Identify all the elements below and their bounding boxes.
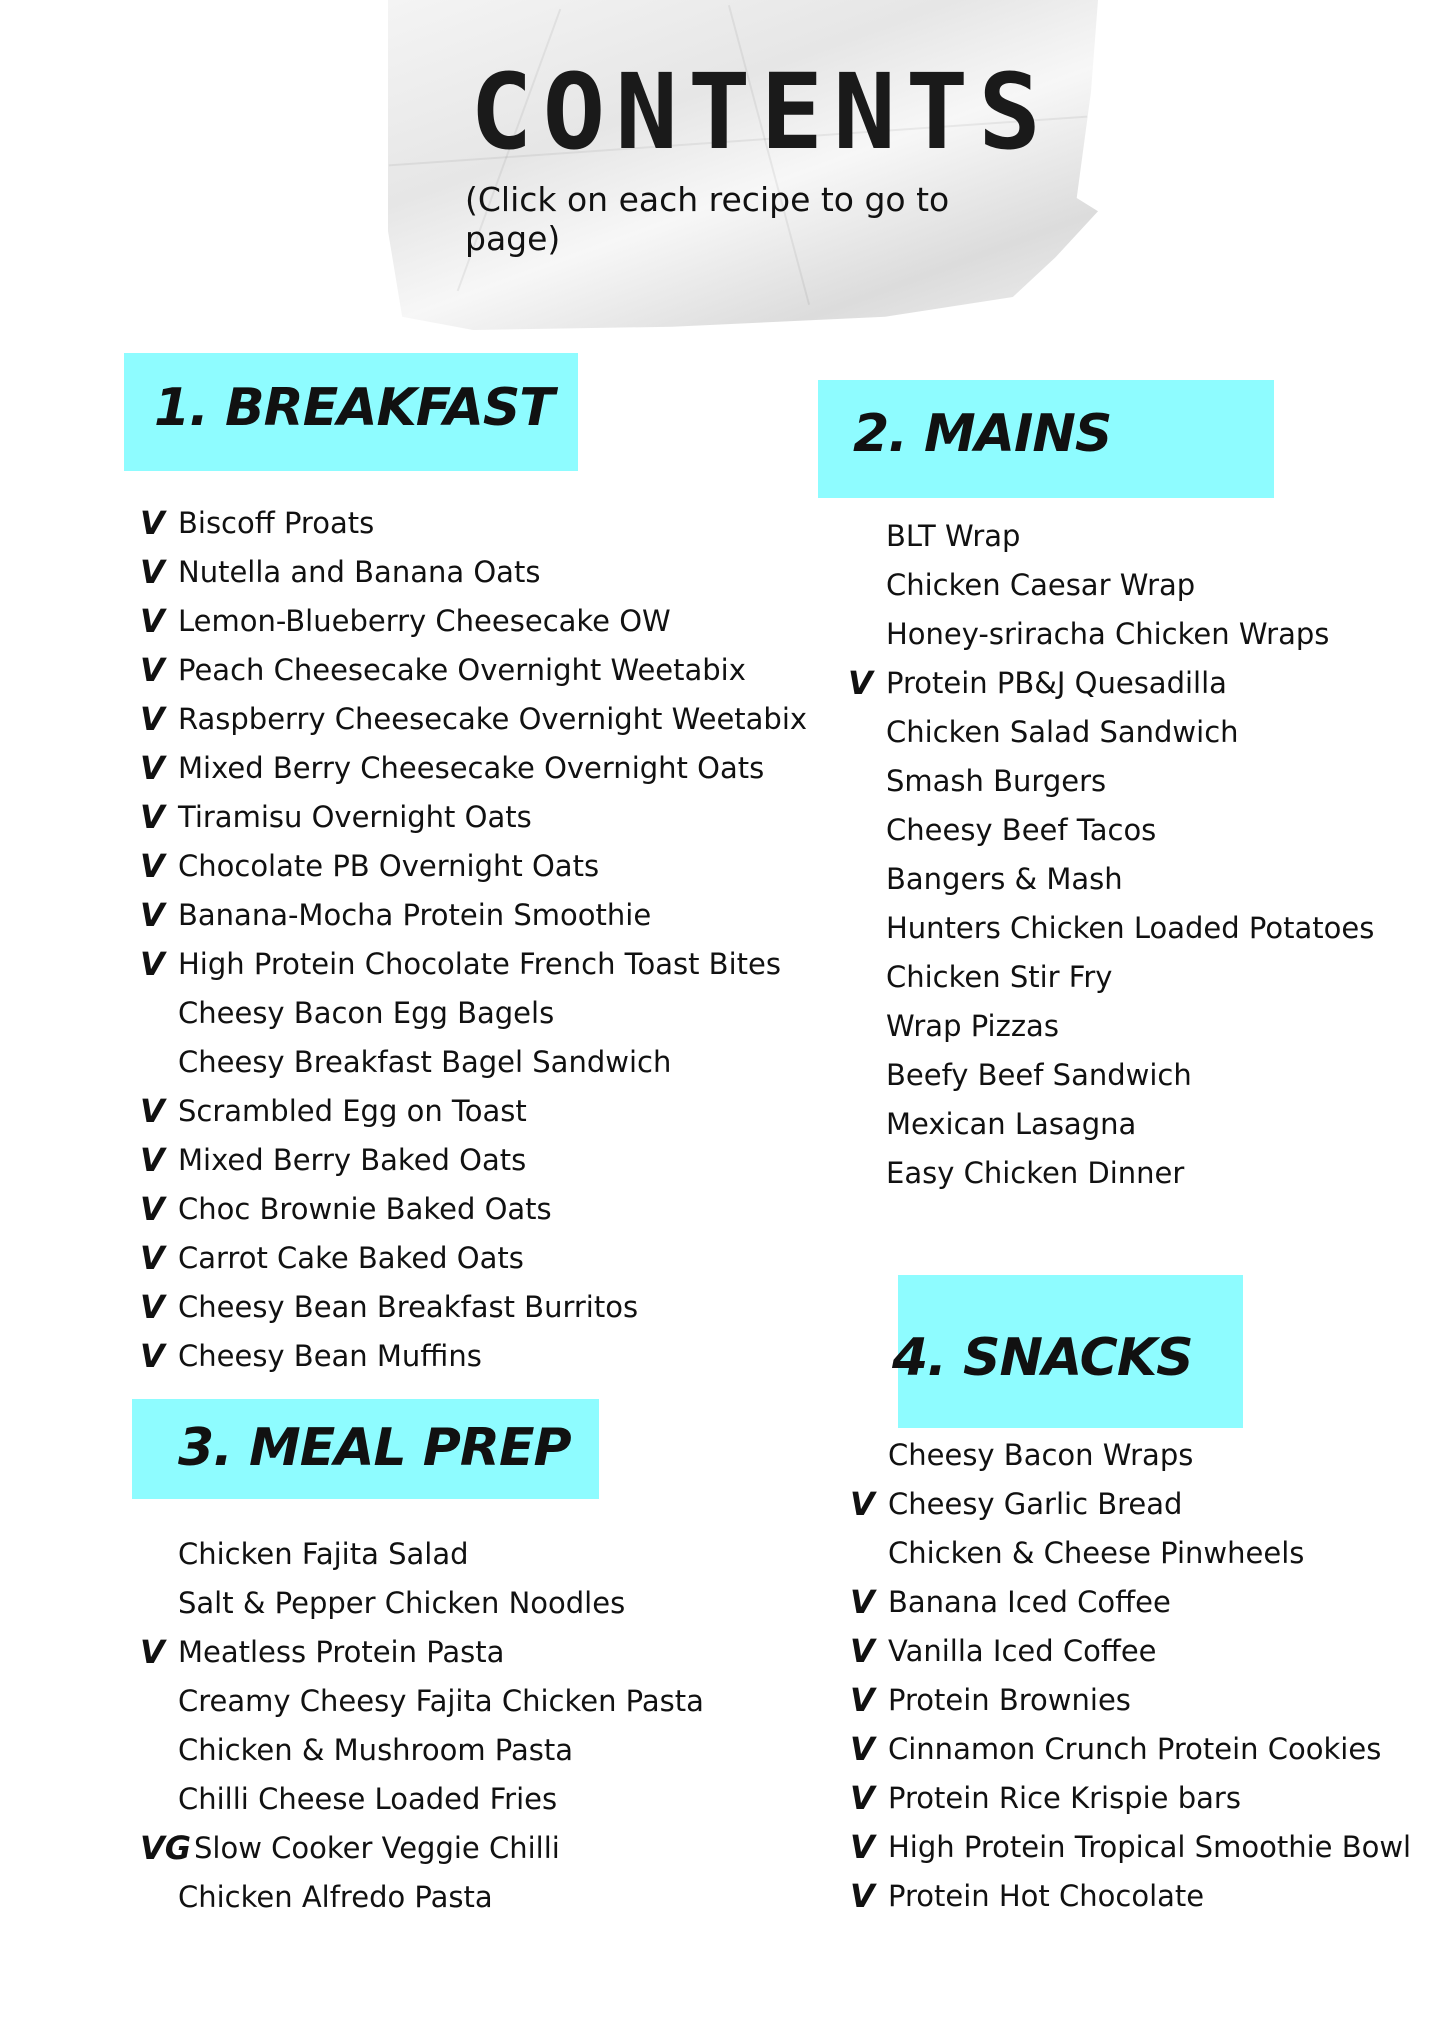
recipe-link[interactable] (848, 1001, 1374, 1050)
recipe-label: Chicken & Cheese Pinwheels (888, 1535, 1305, 1570)
mains-list (848, 511, 1374, 1197)
recipe-link[interactable] (140, 1627, 704, 1676)
recipe-link[interactable] (140, 1037, 807, 1086)
recipe-label: Cheesy Beef Tacos (886, 812, 1157, 847)
recipe-label: Protein Brownies (888, 1682, 1131, 1717)
vegetarian-badge: V (140, 650, 165, 689)
recipe-link[interactable] (850, 1871, 1411, 1920)
page-subtitle: (Click on each recipe to go to page) (465, 180, 950, 258)
meal-prep-title: 3. MEAL PREP (178, 1418, 571, 1478)
recipe-label: Peach Cheesecake Overnight Weetabix (178, 652, 746, 687)
recipe-link[interactable] (140, 1725, 704, 1774)
recipe-label: Raspberry Cheesecake Overnight Weetabix (178, 701, 808, 736)
recipe-label: Vanilla Iced Coffee (888, 1633, 1157, 1668)
recipe-label: Choc Brownie Baked Oats (178, 1191, 552, 1226)
recipe-link[interactable] (850, 1528, 1411, 1577)
recipe-link[interactable] (140, 939, 807, 988)
recipe-label: Honey-sriracha Chicken Wraps (886, 616, 1330, 651)
recipe-link[interactable] (848, 1099, 1374, 1148)
recipe-link[interactable] (140, 841, 807, 890)
recipe-link[interactable] (140, 1233, 807, 1282)
vegetarian-badge: V (850, 1729, 875, 1768)
recipe-link[interactable] (850, 1675, 1411, 1724)
recipe-label: Chilli Cheese Loaded Fries (178, 1781, 558, 1816)
recipe-label: Cheesy Garlic Bread (888, 1486, 1183, 1521)
recipe-link[interactable] (140, 547, 807, 596)
recipe-label: Chicken Stir Fry (886, 959, 1113, 994)
recipe-link[interactable] (140, 1529, 704, 1578)
recipe-link[interactable] (140, 890, 807, 939)
recipe-label: Cheesy Bean Muffins (178, 1338, 482, 1373)
meal-prep-list (140, 1529, 704, 1921)
snacks-title: 4. SNACKS (892, 1328, 1193, 1388)
vegetarian-badge: V (848, 663, 873, 702)
recipe-link[interactable] (140, 1331, 807, 1380)
recipe-link[interactable] (848, 1050, 1374, 1099)
recipe-link[interactable] (140, 1086, 807, 1135)
breakfast-list (140, 498, 807, 1380)
recipe-label: Mixed Berry Baked Oats (178, 1142, 527, 1177)
recipe-label: Slow Cooker Veggie Chilli (194, 1830, 560, 1865)
recipe-label: Chicken Alfredo Pasta (178, 1879, 493, 1914)
recipe-label: Beefy Beef Sandwich (886, 1057, 1192, 1092)
recipe-link[interactable] (848, 854, 1374, 903)
recipe-link[interactable] (140, 498, 807, 547)
recipe-link[interactable] (140, 1676, 704, 1725)
vegetarian-badge: V (140, 895, 165, 934)
recipe-link[interactable] (140, 1282, 807, 1331)
recipe-link[interactable] (140, 1872, 704, 1921)
vegan-badge: VG (140, 1828, 192, 1867)
recipe-label: Hunters Chicken Loaded Potatoes (886, 910, 1375, 945)
breakfast-title: 1. BREAKFAST (154, 378, 554, 438)
recipe-link[interactable] (848, 952, 1374, 1001)
vegetarian-badge: V (140, 1189, 165, 1228)
recipe-label: Biscoff Proats (178, 505, 375, 540)
recipe-link[interactable] (850, 1479, 1411, 1528)
recipe-label: Creamy Cheesy Fajita Chicken Pasta (178, 1683, 704, 1718)
vegetarian-badge: V (140, 1238, 165, 1277)
recipe-link[interactable] (848, 903, 1374, 952)
recipe-label: Chicken Caesar Wrap (886, 567, 1196, 602)
recipe-link[interactable] (140, 743, 807, 792)
recipe-link[interactable] (848, 658, 1374, 707)
recipe-link[interactable] (848, 511, 1374, 560)
recipe-link[interactable] (850, 1822, 1411, 1871)
mains-title: 2. MAINS (853, 404, 1112, 464)
recipe-label: Chicken Salad Sandwich (886, 714, 1239, 749)
vegetarian-badge: V (140, 748, 165, 787)
recipe-label: Cinnamon Crunch Protein Cookies (888, 1731, 1382, 1766)
recipe-link[interactable] (848, 1148, 1374, 1197)
vegetarian-badge: V (140, 503, 165, 542)
vegetarian-badge: V (140, 797, 165, 836)
vegetarian-badge: V (850, 1484, 875, 1523)
recipe-label: Mixed Berry Cheesecake Overnight Oats (178, 750, 765, 785)
recipe-label: Cheesy Bacon Wraps (888, 1437, 1194, 1472)
vegetarian-badge: V (140, 944, 165, 983)
vegetarian-badge: V (850, 1582, 875, 1621)
vegetarian-badge: V (140, 601, 165, 640)
recipe-label: Easy Chicken Dinner (886, 1155, 1185, 1190)
recipe-link[interactable] (140, 645, 807, 694)
recipe-label: Nutella and Banana Oats (178, 554, 541, 589)
recipe-label: Salt & Pepper Chicken Noodles (178, 1585, 626, 1620)
recipe-link[interactable] (140, 1184, 807, 1233)
vegetarian-badge: V (140, 1287, 165, 1326)
recipe-link[interactable] (850, 1626, 1411, 1675)
recipe-label: Banana Iced Coffee (888, 1584, 1171, 1619)
vegetarian-badge: V (140, 552, 165, 591)
page-title: CONTENTS (470, 51, 1051, 173)
recipe-label: Smash Burgers (886, 763, 1107, 798)
recipe-link[interactable] (140, 1578, 704, 1627)
vegetarian-badge: V (850, 1827, 875, 1866)
recipe-link[interactable] (850, 1724, 1411, 1773)
recipe-label: Scrambled Egg on Toast (178, 1093, 527, 1128)
recipe-label: Chicken & Mushroom Pasta (178, 1732, 573, 1767)
recipe-label: Protein PB&J Quesadilla (886, 665, 1227, 700)
snacks-list (850, 1430, 1411, 1920)
recipe-link[interactable] (140, 792, 807, 841)
recipe-label: Cheesy Breakfast Bagel Sandwich (178, 1044, 672, 1079)
vegetarian-badge: V (140, 846, 165, 885)
vegetarian-badge: V (140, 1632, 165, 1671)
recipe-label: Cheesy Bacon Egg Bagels (178, 995, 555, 1030)
recipe-label: Wrap Pizzas (886, 1008, 1059, 1043)
recipe-link[interactable] (140, 1823, 704, 1872)
recipe-label: Chocolate PB Overnight Oats (178, 848, 600, 883)
recipe-label: Protein Rice Krispie bars (888, 1780, 1241, 1815)
recipe-label: Carrot Cake Baked Oats (178, 1240, 524, 1275)
recipe-label: Tiramisu Overnight Oats (178, 799, 532, 834)
recipe-label: Lemon-Blueberry Cheesecake OW (178, 603, 671, 638)
recipe-link[interactable] (848, 609, 1374, 658)
recipe-link[interactable] (850, 1773, 1411, 1822)
recipe-label: Chicken Fajita Salad (178, 1536, 469, 1571)
recipe-link[interactable] (140, 694, 807, 743)
recipe-label: High Protein Chocolate French Toast Bites (178, 946, 781, 981)
vegetarian-badge: V (850, 1680, 875, 1719)
recipe-link[interactable] (140, 596, 807, 645)
recipe-link[interactable] (850, 1577, 1411, 1626)
recipe-link[interactable] (848, 707, 1374, 756)
recipe-link[interactable] (140, 1774, 704, 1823)
recipe-link[interactable] (850, 1430, 1411, 1479)
recipe-label: BLT Wrap (886, 518, 1021, 553)
vegetarian-badge: V (850, 1778, 875, 1817)
vegetarian-badge: V (140, 1336, 165, 1375)
vegetarian-badge: V (140, 1091, 165, 1130)
vegetarian-badge: V (140, 699, 165, 738)
recipe-label: Protein Hot Chocolate (888, 1878, 1205, 1913)
recipe-link[interactable] (140, 988, 807, 1037)
vegetarian-badge: V (850, 1631, 875, 1670)
recipe-label: High Protein Tropical Smoothie Bowl (888, 1829, 1412, 1864)
recipe-label: Bangers & Mash (886, 861, 1123, 896)
recipe-link[interactable] (140, 1135, 807, 1184)
recipe-link[interactable] (848, 560, 1374, 609)
recipe-label: Meatless Protein Pasta (178, 1634, 505, 1669)
recipe-link[interactable] (848, 756, 1374, 805)
vegetarian-badge: V (850, 1876, 875, 1915)
vegetarian-badge: V (140, 1140, 165, 1179)
recipe-label: Mexican Lasagna (886, 1106, 1137, 1141)
recipe-label: Banana-Mocha Protein Smoothie (178, 897, 652, 932)
recipe-label: Cheesy Bean Breakfast Burritos (178, 1289, 639, 1324)
recipe-link[interactable] (848, 805, 1374, 854)
